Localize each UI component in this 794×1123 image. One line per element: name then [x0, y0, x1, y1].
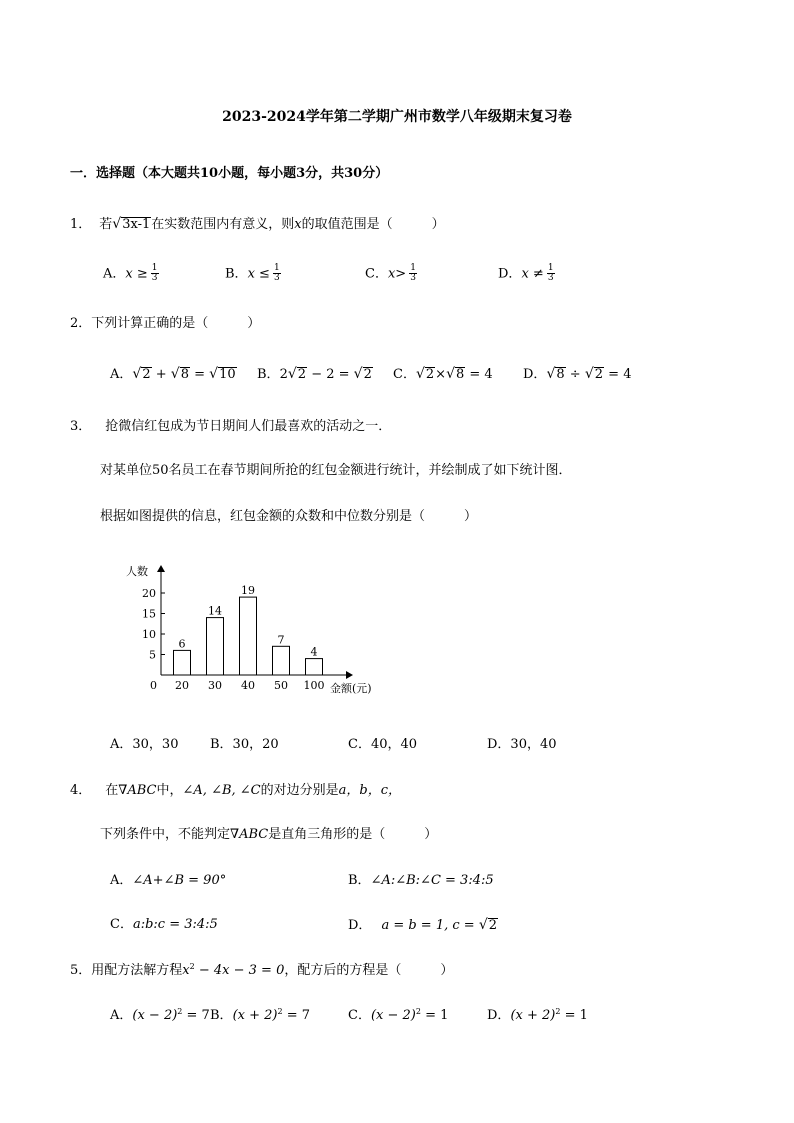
y-tick-label: 15	[142, 607, 156, 621]
x-tick-label: 50	[274, 679, 288, 692]
question-1: 1． 若√3x-1在实数范围内有意义，则x的取值范围是（ ）	[70, 216, 445, 232]
q4-line-2: 下列条件中，不能判定∇ABC是直角三角形的是（ ）	[100, 827, 438, 842]
y-tick-label: 10	[142, 628, 156, 641]
q1-option-d[interactable]: D．x ≠ $\frac{1}{3}$	[498, 263, 554, 284]
bar-value-label: 7	[277, 633, 285, 647]
q3-line-2: 对某单位50名员工在春节期间所抢的红包金额进行统计，并绘制成了如下统计图．	[100, 463, 572, 478]
origin-label: 0	[150, 679, 157, 692]
bar-value-label: 6	[178, 637, 186, 651]
x-axis-label: 金额(元)	[330, 682, 372, 695]
q3-option-d[interactable]: D．30，40	[487, 737, 557, 752]
bar	[207, 618, 224, 675]
question-2: 2．下列计算正确的是（ ）	[70, 316, 261, 331]
question-5: 5．用配方法解方程$x^2 - 4x - 3 = 0$，配方后的方程是（ ）	[70, 962, 454, 978]
bar	[273, 646, 290, 675]
question-3: 3． 抢微信红包成为节日期间人们最喜欢的活动之一．	[70, 419, 392, 434]
q3-option-c[interactable]: C．40，40	[348, 737, 418, 752]
q1-option-a[interactable]: A．x ≥ $\frac{1}{3}$	[103, 263, 158, 284]
q3-line-3: 根据如图提供的信息，红包金额的众数和中位数分别是（ ）	[100, 509, 478, 524]
x-tick-label: 40	[241, 679, 255, 692]
bar-value-label: 4	[310, 645, 318, 659]
q3-option-a[interactable]: A．30，30	[110, 737, 179, 752]
x-tick-label: 20	[175, 679, 189, 692]
y-tick-label: 5	[149, 648, 156, 662]
q5-option-d[interactable]: D．$(x + 2)^2 = 1$	[487, 1007, 588, 1023]
q4-option-d[interactable]: D． a = b = 1, c = √2	[348, 917, 498, 933]
q3-option-b[interactable]: B．30，20	[210, 737, 279, 752]
q1-option-b[interactable]: B．x ≤ $\frac{1}{3}$	[225, 263, 280, 284]
y-tick-label: 20	[142, 587, 156, 600]
q4-option-a[interactable]: A．∠A+∠B = 90°	[110, 873, 227, 888]
y-axis-label: 人数	[126, 565, 148, 578]
x-tick-label: 100	[303, 679, 325, 692]
bar	[306, 659, 323, 675]
bar	[174, 650, 191, 675]
q5-option-a[interactable]: A．$(x - 2)^2 = 7$	[110, 1007, 210, 1023]
bar	[240, 597, 257, 675]
section-heading: 一．选择题（本大题共10小题，每小题3分，共30分）	[70, 166, 389, 181]
q1-option-c[interactable]: C．x> $\frac{1}{3}$	[365, 263, 416, 284]
q2-option-c[interactable]: C．√2×√8 = 4	[393, 366, 493, 382]
q4-option-b[interactable]: B．∠A:∠B:∠C = 3:4:5	[348, 873, 494, 888]
q5-option-c[interactable]: C．$(x - 2)^2 = 1$	[348, 1007, 449, 1023]
x-tick-label: 30	[208, 679, 222, 692]
bar-value-label: 19	[241, 584, 255, 598]
q2-option-a[interactable]: A．√2 + √8 = √10	[110, 366, 236, 382]
bar-chart	[120, 560, 380, 700]
q1-radicand: 3x-1	[122, 217, 151, 232]
bar-value-label: 14	[208, 604, 222, 618]
q5-option-b[interactable]: B．$(x + 2)^2 = 7$	[210, 1007, 310, 1023]
q2-option-d[interactable]: D．√8 ÷ √2 = 4	[523, 366, 632, 382]
q2-option-b[interactable]: B．2√2 − 2 = √2	[257, 366, 372, 382]
q4-option-c[interactable]: C．a:b:c = 3:4:5	[110, 917, 218, 932]
page-title: 2023-2024学年第二学期广州市数学八年级期末复习卷	[222, 109, 572, 125]
question-4: 4． 在∇ABC中，∠A, ∠B, ∠C的对边分别是a，b，c，	[70, 783, 402, 798]
